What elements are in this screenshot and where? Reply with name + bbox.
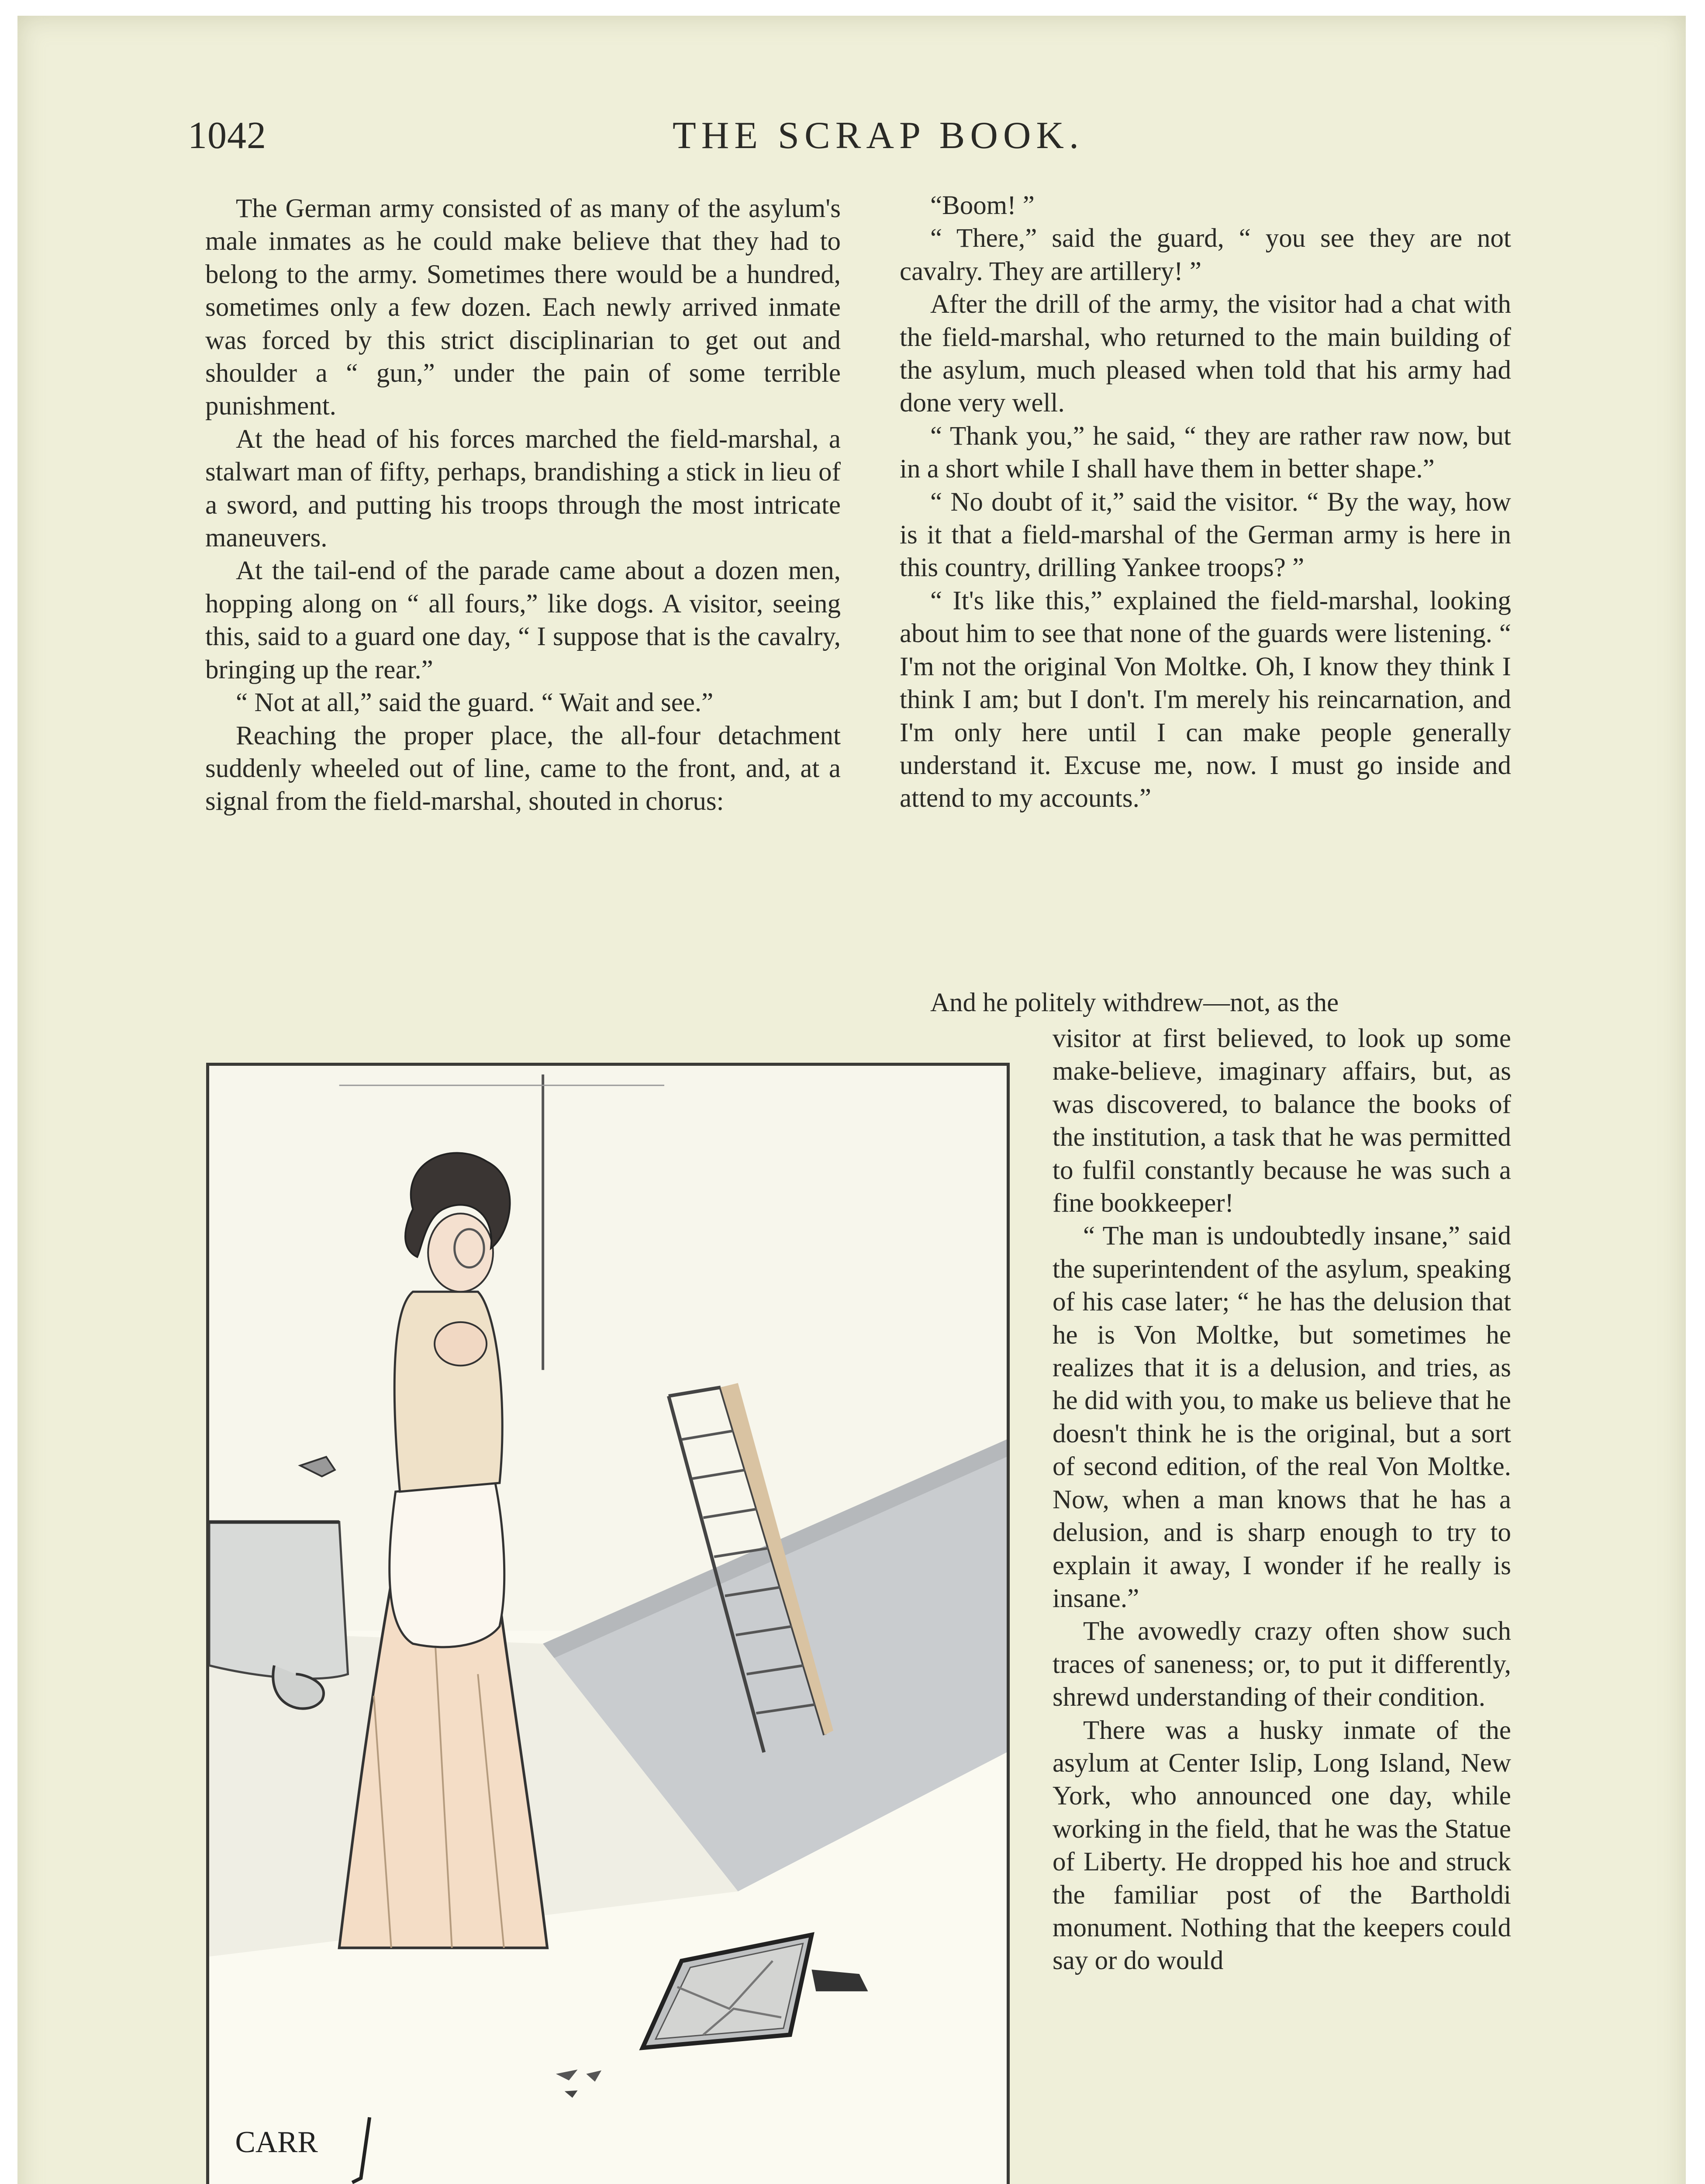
narrow-text-column bbox=[1053, 1022, 1511, 1977]
paragraph: At the head of his forces marched the field-marshal, a stalwart man of fifty, perhaps, brandishing a stick in lieu of a sword, and putting his troops through the most intricate maneuvers. bbox=[205, 424, 841, 553]
paragraph: The German army consisted of as many of the asylum's male inmates as he could make believe that they had to belong to the army. Sometimes there would be a hundred, sometimes only a few dozen. Each newly arrived inmate was forced by this strict disciplinarian to get out and shoulder a “ gun,” under the pain of some terrible punishment. bbox=[205, 194, 841, 421]
paragraph: Reaching the proper place, the all-four detachment suddenly wheeled out of line, came to the front, and, at a signal from the field-marshal, shouted in chorus: bbox=[205, 721, 841, 816]
paragraph-start: And he politely withdrew—not, as the bbox=[930, 988, 1339, 1017]
paragraph: After the drill of the army, the visitor had a chat with the field-marshal, who returned to the main building of the asylum, much pleased when told that his army had done very well. bbox=[900, 290, 1511, 418]
artist-signature: CARR bbox=[235, 2125, 318, 2159]
paragraph: “Boom! ” bbox=[930, 191, 1035, 220]
right-text-column bbox=[900, 189, 1511, 815]
running-title: THE SCRAP BOOK. bbox=[673, 114, 1084, 157]
paragraph: There was a husky inmate of the asylum at Center Islip, Long Island, New York, who announced one day, while working in the field, that he was the Statue of Liberty. He dropped his hoe and struck the familiar post of the Bartholdi monument. Nothing that the keepers could say or do would bbox=[1053, 1715, 1511, 1976]
maid-mirror-drawing bbox=[209, 1066, 1007, 2184]
wrap-text-line bbox=[900, 986, 1511, 1019]
paragraph: “ No doubt of it,” said the visitor. “ By the way, how is it that a field-marshal of the German army is here in this country, drilling Yankee troops? ” bbox=[900, 487, 1511, 583]
cartoon-illustration bbox=[206, 1063, 1010, 2184]
left-text-column bbox=[205, 192, 841, 818]
paragraph: “ Not at all,” said the guard. “ Wait and see.” bbox=[236, 688, 714, 718]
paragraph: The avowedly crazy often show such traces of saneness; or, to put it differently, shrewd understanding of their condition. bbox=[1053, 1617, 1511, 1712]
paragraph: visitor at first believed, to look up some make-believe, imaginary affairs, but, as was discovered, to balance the books of the institution, a task that he was permitted to fulfil constantly because he was such a fine bookkeeper! bbox=[1053, 1024, 1511, 1218]
paragraph: “ Thank you,” he said, “ they are rather raw now, but in a short while I shall have them in better shape.” bbox=[900, 421, 1511, 484]
paragraph: “ The man is undoubtedly insane,” said the superintendent of the asylum, speaking of his case later; “ he has the delusion that he is Von Moltke, but sometimes he realizes that it is a delusion, and tries, as he did with you, to make us believe that he doesn't think he is the original, but a sort of second edition, of the real Von Moltke. Now, when a man knows that he has a delusion, and is sharp enough to try to explain it away, I wonder if he really is insane.” bbox=[1053, 1221, 1511, 1613]
page-header bbox=[188, 114, 1515, 175]
paragraph: “ There,” said the guard, “ you see they are not cavalry. They are artillery! ” bbox=[900, 224, 1511, 286]
paragraph: At the tail-end of the parade came about a dozen men, hopping along on “ all fours,” like dogs. A visitor, seeing this, said to a guard one day, “ I suppose that is the cavalry, bringing up the rear.” bbox=[205, 556, 841, 684]
page-number: 1042 bbox=[188, 114, 266, 157]
paragraph: “ It's like this,” explained the field-marshal, looking about him to see that none of the guards were listening. “ I'm not the original Von Moltke. Oh, I know they think I think I am; but I don't. I'm merely his reincarnation, and I'm only here until I can make people generally understand it. Excuse me, now. I must go inside and attend to my accounts.” bbox=[900, 586, 1511, 813]
